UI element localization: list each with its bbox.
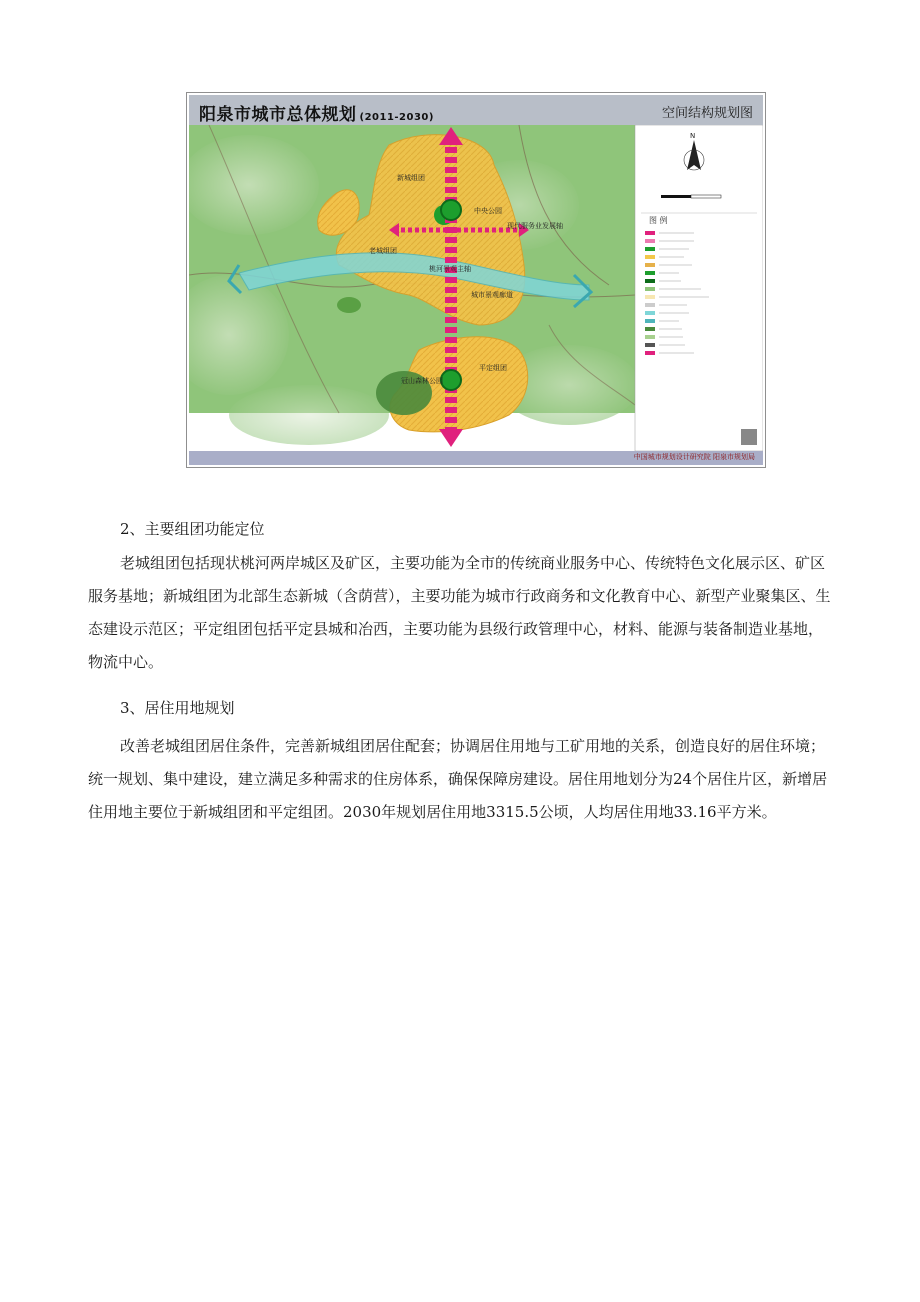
map-footer-text: 中国城市规划设计研究院 阳泉市规划局 [633,453,755,461]
label-xincheng: 新城组团 [397,174,425,182]
paragraph-text: 改善老城组团居住条件，完善新城组团居住配套；协调居住用地与工矿用地的关系，创造良好的居住环境；统一规划、集中建设，建立满足多种需求的住房体系，确保保障房建设。居住用地划分为24个居住片区，新增居住用地主要位于新城组团和平定组团。2030年规划居住用地3315.5公顷，人均居住用地33.16平方米。 [88,737,828,821]
paragraph-residential-land [88,730,832,829]
label-xiandai: 现代服务业发展轴 [507,222,563,230]
map-footer-bar [189,451,763,465]
map-title-years: (2011-2030) [359,112,434,123]
map-subtitle: 空间结构规划图 [661,106,753,121]
paragraph-text: 老城组团包括现状桃河两岸城区及矿区，主要功能为全市的传统商业服务中心、传统特色文化展示区、矿区服务基地；新城组团为北部生态新城（含荫营），主要功能为城市行政商务和文化教育中心、新型产业聚集区、生态建设示范区；平定组团包括平定县城和冶西，主要功能为县级行政管理中心，材料、能源与装备制造业基地，物流中心。 [88,554,831,671]
north-center-marker [441,200,461,220]
label-zhongyang: 中央公园 [474,207,502,215]
label-taohe: 桃河景观主轴 [429,265,471,273]
legend-logo [741,429,757,445]
label-laocheng: 老城组团 [369,247,397,255]
structure-plan-map [189,125,763,451]
label-chengshi: 城市景观廊道 [471,291,513,299]
plan-map-figure [186,92,766,468]
map-title: 阳泉市城市总体规划 (2011-2030) [199,105,434,125]
label-pingding: 平定组团 [479,364,507,372]
compass-letter: N [690,132,696,140]
legend-title: 图 例 [649,216,668,225]
map-header-bar [189,95,763,125]
label-guan: 冠山森林公园 [401,377,443,385]
heading-group-functions: 2、主要组团功能定位 [120,520,265,538]
south-center-marker [441,370,461,390]
heading-residential-land: 3、居住用地规划 [120,699,235,717]
paragraph-group-functions [88,547,832,679]
scale-bar [661,195,721,198]
